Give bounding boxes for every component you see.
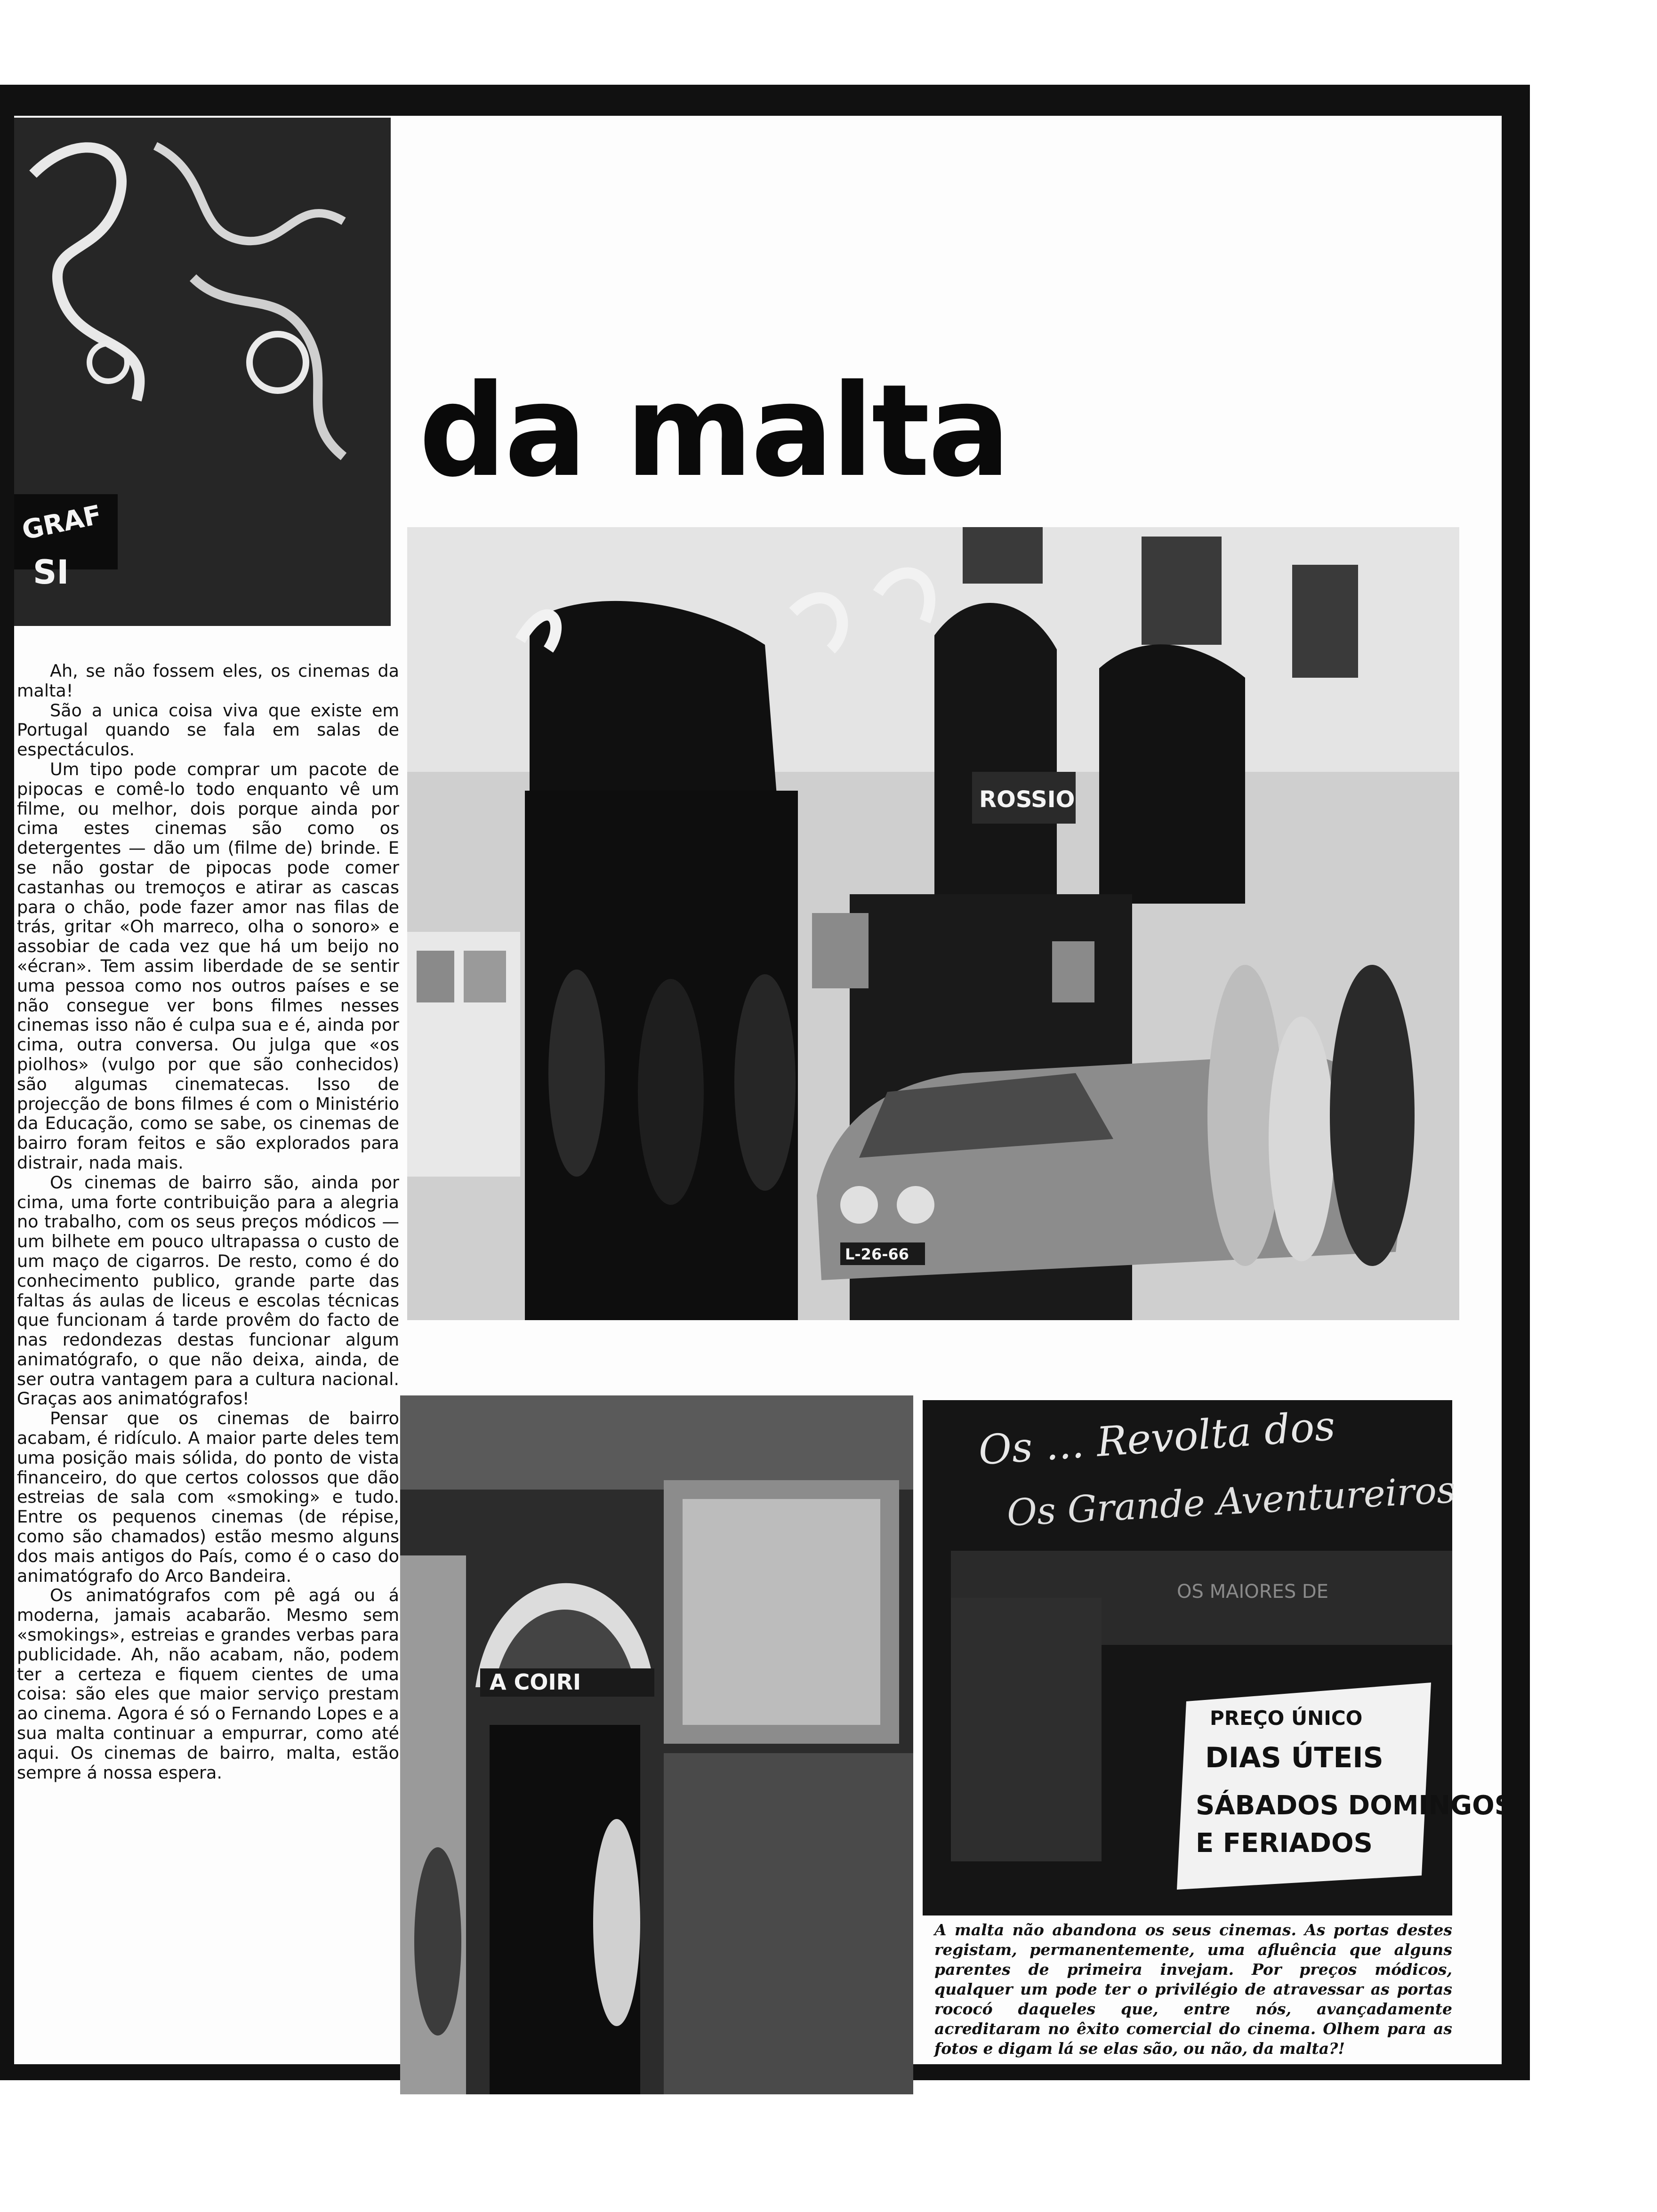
board-text: PREÇO ÚNICO [1210,1707,1363,1730]
photo-facade-ornament [14,118,391,626]
photo-caption: A malta não abandona os seus cinemas. As portas destes registam, permanentemente, uma afluência que alguns parentes de primeira invejam. Por preços módicos, qualquer um pode ter o privilégio de atravessar as portas rococó daqueles que, entre nós, avançadamente acreditaram no êxito comercial do cinema. Olhem para as fotos e digam lá se elas são, ou não, da malta?! [934,1921,1452,2058]
board-text: DIAS ÚTEIS [1205,1741,1384,1774]
photo-cinema-marquee [923,1400,1514,1915]
photo-sign-text: ROSSIO [979,786,1075,813]
article-paragraph: Pensar que os cinemas de bairro acabam, é ridículo. A maior parte deles tem uma posição mais sólida, do ponto de vista financeiro, do que certos colossos que dão estreias de sala com «smoking» e tudo. Entre os pequenos cinemas (de répise, como são chamados) estão mesmo alguns dos mais antigos do País, como é o caso do animatógrafo do Arco Bandeira. [17,1408,399,1586]
marquee-text: Os Grande Aventureiros [1005,1468,1457,1535]
board-text: E FERIADOS [1196,1828,1373,1859]
article-paragraph: Ah, se não fossem eles, os cinemas da malta! [17,661,399,701]
photo-cinema-rossio [407,527,1459,1320]
article-paragraph: São a unica coisa viva que existe em Portugal quando se fala em salas de espectáculos. [17,700,399,760]
article-paragraph: Os animatógrafos com pê agá ou á moderna, jamais acabarão. Mesmo sem «smokings», estreias e grandes verbas para publicidade. Ah, não acabam, não, podem ter a certeza e fiquem cientes de uma coisa: são eles que maior serviço prestam ao cinema. Agora é só o Fernando Lopes e a sua malta continuar a empurrar, como até aqui. Os cinemas de bairro, malta, estão sempre á nossa espera. [17,1585,399,1783]
article-body [17,661,399,1782]
marquee-text: Os ... Revolta dos [977,1402,1337,1475]
license-plate-text: L-26-66 [845,1245,909,1263]
photo-sign-text: A COIRI [490,1669,581,1695]
photo-cinema-arch [400,1395,913,2094]
headline: da malta [419,356,1009,505]
photo-sign-text: GRAF [19,499,105,546]
article-paragraph: Os cinemas de bairro são, ainda por cima, uma forte contribuição para a alegria no trabalho, com os seus preços módicos — um bilhete em pouco ultrapassa o custo de um maço de cigarros. De resto, como é do conhecimento publico, grande parte das faltas ás aulas de liceus e escolas técnicas que funcionam á tarde provêm do facto de nas redondezas destas funcionar algum animatógrafo, o que não deixa, ainda, de ser outra vantagem para a cultura nacional. Graças aos animatógrafos! [17,1172,399,1409]
board-text: SÁBADOS DOMINGOS [1196,1790,1514,1821]
marquee-text: OS MAIORES DE [1177,1581,1328,1603]
article-paragraph: Um tipo pode comprar um pacote de pipocas e comê-lo todo enquanto vê um filme, ou melhor, dois porque ainda por cima estes cinemas são como os detergentes — dão um (filme de) brinde. E se não gostar de pipocas pode comer castanhas ou tremoços e atirar as cascas para o chão, pode fazer amor nas filas de trás, gritar «Oh marreco, olha o sonoro» e assobiar de cada vez que há um beijo no «écran». Tem assim liberdade de se sentir uma pessoa como nos outros países e se não consegue ver bons filmes nesses cinemas isso não é culpa sua e é, ainda por cima, outra conversa. Ou julga que «os piolhos» (vulgo por que são conhecidos) são algumas cinematecas. Isso de projecção de bons filmes é com o Ministério da Educação, como se sabe, os cinemas de bairro foram feitos e são explorados para distrair, nada mais. [17,759,399,1173]
photo-sign-text: SI [33,553,69,592]
